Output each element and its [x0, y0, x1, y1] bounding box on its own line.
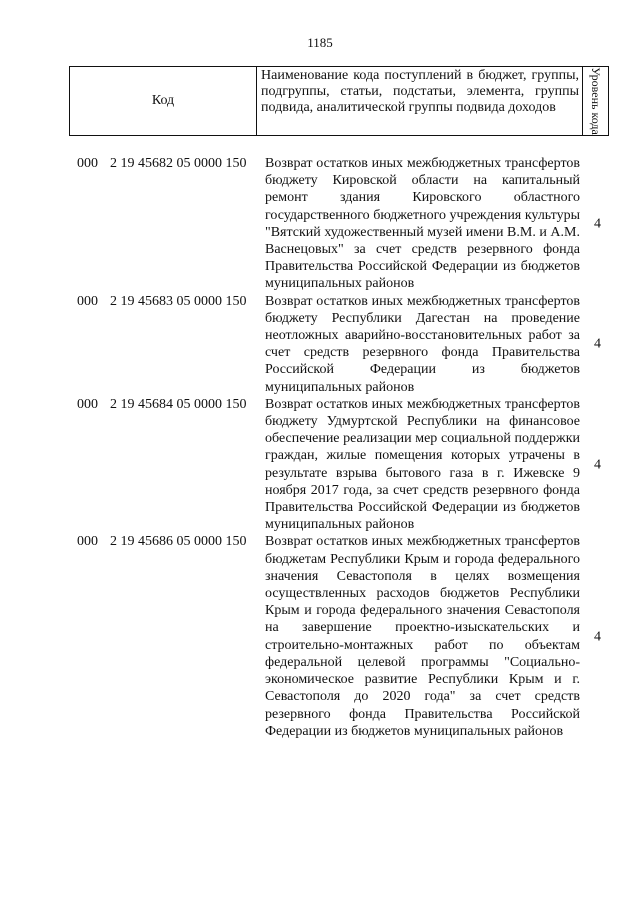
admin-code: 000 — [77, 534, 98, 550]
admin-code: 000 — [77, 293, 98, 309]
revenue-code: 2 19 45684 05 0000 150 — [110, 396, 247, 412]
code-level: 4 — [594, 457, 601, 473]
table-row — [0, 396, 640, 534]
table-row — [0, 293, 640, 396]
header-level-column — [583, 67, 608, 135]
revenue-code: 2 19 45686 05 0000 150 — [110, 534, 247, 550]
code-level: 4 — [594, 336, 601, 352]
table-row — [0, 533, 640, 739]
admin-code: 000 — [77, 396, 98, 412]
revenue-name: Возврат остатков иных межбюджетных трансфертов бюджетам Республики Крым и города федерального значения Севастополя в целях возмещения осуществленных расходов бюджетов Республики Крым и города федерального значения Севастополя на завершение проектно-изыскательских и строительно-монтажных работ по объектам федеральной целевой программы "Социально-экономическое развитие Республики Крым и г. Севастополя до 2020 года" за счет средств резервного фонда Правительства Российской Федерации из бюджетов муниципальных районов — [265, 534, 580, 739]
revenue-code: 2 19 45683 05 0000 150 — [110, 293, 247, 309]
table-row — [0, 155, 640, 293]
revenue-name: Возврат остатков иных межбюджетных трансфертов бюджету Кировской области на капитальный ремонт здания Кировского областного государственного бюджетного учреждения культуры "Вятский художественный музей имени В.М. и А.М. Васнецовых" за счет средств резервного фонда Правительства Российской Федерации из бюджетов муниципальных районов — [265, 156, 580, 292]
header-level-label: Уровень кода — [588, 67, 603, 135]
page-number: 1185 — [307, 35, 333, 50]
code-level: 4 — [594, 216, 601, 232]
table-header — [69, 66, 609, 136]
revenue-name: Возврат остатков иных межбюджетных трансфертов бюджету Республики Дагестан на проведение неотложных аварийно-восстановительных работ за счет средств резервного фонда Правительства Российской Федерации из бюджетов муниципальных районов — [265, 293, 580, 395]
header-name-column: Наименование кода поступлений в бюджет, группы, подгруппы, статьи, подстатьи, элемента, группы подвида, аналитической группы подвида доходов — [257, 67, 583, 135]
code-level: 4 — [594, 629, 601, 645]
header-code-column: Код — [70, 67, 257, 135]
revenue-code: 2 19 45682 05 0000 150 — [110, 156, 247, 171]
revenue-name: Возврат остатков иных межбюджетных трансфертов бюджету Удмуртской Республики на финансовое обеспечение реализации мер социальной поддержки граждан, жилые помещения которых утрачены в результате взрыва бытового газа в г. Ижевске 9 ноября 2017 года, за счет средств резервного фонда Правительства Российской Федерации из бюджетов муниципальных районов — [265, 396, 580, 533]
admin-code: 000 — [77, 156, 98, 171]
table-body — [0, 155, 640, 740]
